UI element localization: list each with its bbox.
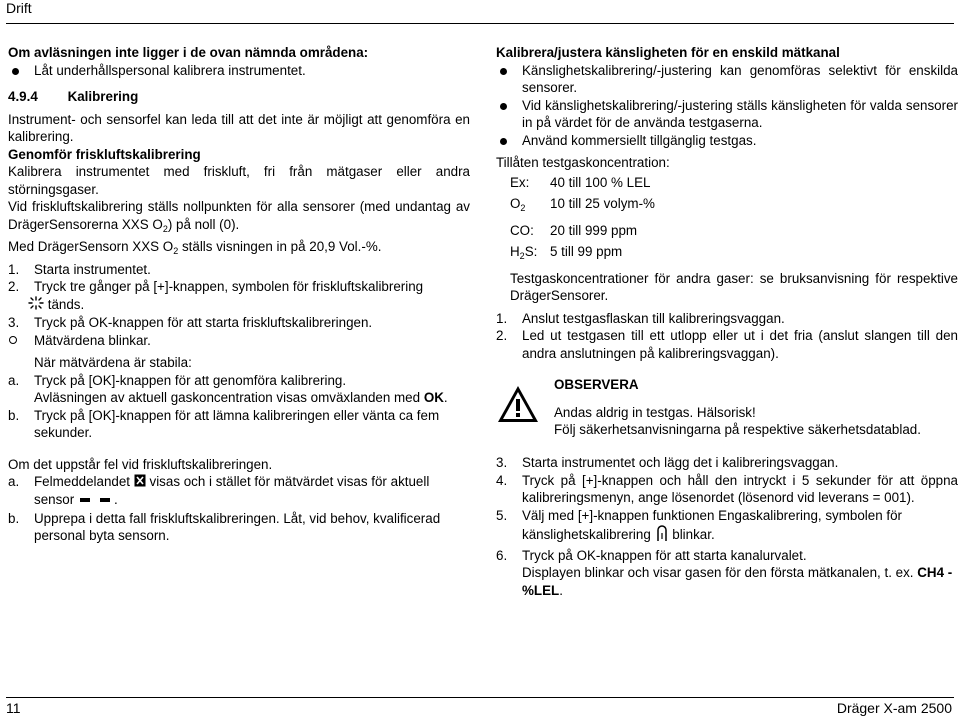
- header-rule: [6, 23, 954, 24]
- note-title: OBSERVERA: [554, 377, 639, 392]
- allowed-concentration-label: Tillåten testgaskoncentration:: [496, 155, 670, 170]
- right-step-3: 3. Starta instrumentet och lägg det i kalibreringsvaggan.: [496, 455, 839, 470]
- right-step-5: 5. Välj med [+]-knappen funktionen Engaskalibrering, symbolen för känslighetskalibrering blinkar.: [496, 507, 958, 547]
- step-1: 1. Starta instrumentet.: [8, 261, 151, 277]
- right-step-1: 1. Anslut testgasflaskan till kalibreringsvaggan.: [496, 310, 785, 326]
- stable-intro: När mätvärdena är stabila:: [34, 355, 192, 371]
- right-heading: Kalibrera/justera känsligheten för en enskild mätkanal: [496, 45, 840, 60]
- left-intro: Om avläsningen inte ligger i de ovan nämnda områdena:: [8, 45, 369, 60]
- product-name: Dräger X-am 2500: [836, 700, 952, 716]
- gas-row-ex: Ex: 40 till 100 % LEL: [510, 174, 651, 190]
- warning-note: [496, 376, 958, 444]
- fresh-air-intro: Kalibrera instrumentet med friskluft, fri från mätgaser eller andra störningsgaser.: [8, 164, 470, 197]
- section-title: Kalibrering: [67, 89, 139, 104]
- fresh-air-calibration-icon: [28, 296, 44, 315]
- sensitivity-calibration-icon: [655, 524, 669, 547]
- left-column: [8, 44, 470, 545]
- section-number: 4.9.4: [8, 89, 38, 104]
- error-paragraph: Instrument- och sensorfel kan leda till att det inte är möjligt att genomföra en kalibrering.: [8, 111, 470, 144]
- page-number: 11: [6, 700, 21, 716]
- step-2: 2. Tryck tre gånger på [+]-knappen, symbolen för friskluftskalibrering: [8, 279, 424, 294]
- error-x-icon: [134, 474, 146, 492]
- error-step-a: a. Felmeddelandet visas och i stället för mätvärdet visas för aktuell sensor .: [8, 473, 470, 509]
- right-step-6: 6. Tryck på OK-knappen för att starta kanalurvalet.: [496, 547, 807, 563]
- fresh-air-heading: Genomför friskluftskalibrering: [8, 146, 201, 162]
- gas-row-h2s: $H_2S$: 5 till 99 ppm: [510, 244, 623, 261]
- step-b: b. Tryck på [OK]-knappen för att lämna kalibreringen eller vänta ca fem sekunder.: [8, 407, 440, 441]
- step-3: 3. Tryck på OK-knappen för att starta friskluftskalibreringen.: [8, 315, 373, 331]
- step-a: a. Tryck på [OK]-knappen för att genomföra kalibrering.: [8, 372, 347, 388]
- right-column: [496, 44, 958, 599]
- warning-triangle-icon: [496, 384, 540, 429]
- left-intro-bullet: Låt underhållspersonal kalibrera instrumentet.: [8, 62, 470, 80]
- other-gases-text: Testgaskoncentrationer för andra gaser: se bruksanvisning för respektive DrägerSensorer.: [510, 270, 958, 303]
- sensor-dash-icon: [78, 492, 114, 510]
- note-line-1: Andas aldrig in testgas. Hälsorisk!: [554, 405, 756, 420]
- gas-row-o2: $O_2$ 10 till 25 volym-%: [510, 196, 655, 213]
- error-step-b: b. Upprepa i detta fall friskluftskalibreringen. Låt, vid behov, kvalificerad personal byta sensorn.: [8, 510, 441, 544]
- footer-rule: [6, 697, 954, 698]
- note-line-2: Följ säkerhetsanvisningarna på respektive säkerhetsdatablad.: [554, 422, 921, 437]
- right-bullet-3: Använd kommersiellt tillgänglig testgas.: [496, 132, 958, 150]
- step-a-cont: Avläsningen av aktuell gaskoncentration visas omväxlanden med OK.: [34, 390, 448, 406]
- right-step-4: 4. Tryck på [+]-knappen och håll den intryckt i 5 sekunder för att öppna kalibreringsmenyn, ange lösenordet (lösenord vid leverans = 001).: [496, 472, 958, 505]
- step-3-result: Mätvärdena blinkar.: [8, 332, 470, 350]
- fresh-air-zero-text: Vid friskluftskalibrering ställs nollpunkten för alla sensorer (med undantag av DrägerSensorerna XXS $O_2$) på noll (0).: [8, 199, 470, 234]
- gas-row-co: CO: 20 till 999 ppm: [510, 222, 638, 238]
- right-step-2: 2. Led ut testgasen till ett utlopp eller ut i det fria (anslut slangen till den andra anslutningen på kalibreringsvaggan).: [496, 328, 958, 361]
- section-heading: [8, 88, 470, 106]
- error-intro: Om det uppstår fel vid friskluftskalibreringen.: [8, 456, 273, 472]
- right-step-6-cont: Displayen blinkar och visar gasen för den första mätkanalen, t. ex. CH4 - %LEL.: [522, 565, 953, 598]
- section-header: Drift: [6, 0, 32, 16]
- right-bullet-1: Känslighetskalibrering/-justering kan genomföras selektivt för enskilda sensorer.: [496, 62, 958, 97]
- step-2-tail: tänds.: [8, 296, 470, 315]
- right-bullet-2: Vid känslighetskalibrering/-justering ställs känsligheten för valda sensorer in på värdet för de använda testgaserna.: [496, 97, 958, 132]
- o2-setting-text: Med DrägerSensorn XXS $O_2$ ställs visningen in på 20,9 Vol.-%.: [8, 239, 382, 256]
